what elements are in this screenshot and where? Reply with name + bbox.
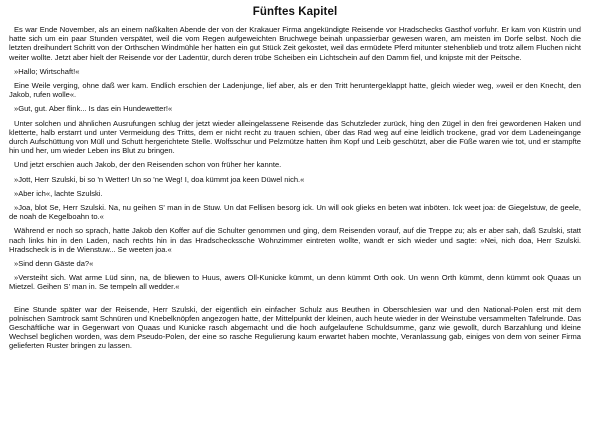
paragraph: »Aber ich«, lachte Szulski. xyxy=(14,188,103,198)
paragraph: Eine Stunde später war der Reisende, Herr Szulski, der eigentlich ein einfacher Schulz aus Beuthen in Oberschlesien war und den National-Polen erst mit dem polnischen Samtrock samt Schnüren und Knebelknöpfen angezogen hatte, der Mittelpunkt der kleinen, auch heute wieder in der Weinstube versammelten Tafelrunde. Das Geschäftliche war in Gegenwart von Quaas und Kunicke rasch abgemacht und die hoch aufgelaufene Schuldsumme, ganz wie gewollt, durch Barzahlung und kleine Wechsel beglichen worden, was dem Pseudo-Polen, der eine so rasche Regulierung kaum erwartet haben mochte, Veranlassung gab, einiges von dem von seiner Firma gelieferten Ruster bringen zu lassen. xyxy=(9,304,581,351)
paragraph: »Sind denn Gäste da?« xyxy=(14,259,94,269)
paragraph: »Joa, blot Se, Herr Szulski. Na, nu geihen S' man in de Stuw. Un dat Fellisen besorg ick. Un will ook glieks en beten wat inböten. Ick weet joa: de Giegelstuw, de geele, de noah de Kegelboahn to.« xyxy=(9,203,581,222)
paragraph: »Jott, Herr Szulski, bi so 'n Wetter! Un so 'ne Weg! I, doa kümmt joa keen Düwel nich.« xyxy=(14,174,305,184)
chapter-title: Fünftes Kapitel xyxy=(252,6,338,18)
paragraph: Unter solchen und ähnlichen Ausrufungen schlug der jetzt wieder alleingelassene Reisende das Schutzleder zurück, hing den Zügel in den frei gewordenen Haken und kletterte, halb erstarrt und unter Vermeidung des Tritts, dem er nicht recht zu trauen schien, über das Rad weg auf eine leidlich trockene, grad vor dem Ladeneingange durch Aufschüttung von Müll und Schutt hergerichtete Stelle. Wolfsschur und Pelzmütze hatten ihm Kopf und Leib geschützt, aber die Füße waren wie tot, und er stampfte hin und her, um wieder Leben ins Blut zu bringen. xyxy=(9,118,581,156)
paragraph: »Versteiht sich. Wat arme Lüd sinn, na, de bliewen to Huus, awers Oll-Kunicke kümmt, un denn kümmt Orth ook. Un wenn Orth kümmt, denn kümmt ook Quaas un Mietzel. Geihen S' man in. Se tempeln all wedder.« xyxy=(9,273,581,292)
paragraph: Und jetzt erschien auch Jakob, der den Reisenden schon von früher her kannte. xyxy=(14,160,282,170)
paragraph: Es war Ende November, als an einem naßkalten Abende der von der Krakauer Firma angekündigte Reisende vor Hradschecks Gasthof vorfuhr. Er kam von Küstrin und hatte sich um ein paar Stunden verspätet, weil die vom Regen aufgeweichten Bruchwege beinah unpassierbar gewesen waren, am meisten im Dorfe selbst. Noch die letzten dreihundert Schritt von der Orthschen Windmühle her hatten ein gut Stück Zeit gekostet, weil das ermüdete Pferd mitunter stehenblieb und trotz allem Fluchen nicht weiter wollte. Jetzt aber hielt der Reisende vor der Ladentür, durch deren trübe Scheiben ein Lichtschein auf den Damm fiel, und knipste mit der Peitsche. xyxy=(9,25,581,62)
paragraph: »Gut, gut. Aber flink... Is das ein Hundewetter!« xyxy=(14,104,173,114)
paragraph: »Hallo; Wirtschaft!« xyxy=(14,66,80,76)
paragraph: Während er noch so sprach, hatte Jakob den Koffer auf die Schulter genommen und ging, dem Reisenden vorauf, auf die Treppe zu; als er aber sah, daß Szulski, statt nach links hin in den Laden, nach rechts hin in das Hradscheckssche Wohnzimmer eintreten wollte, wandt er sich wieder und sagte: »Nei, nich doa, Herr Szulski. Hradscheck is in de Wienstuw... Se weeten joa.« xyxy=(9,226,581,254)
paragraph: Eine Weile verging, ohne daß wer kam. Endlich erschien der Ladenjunge, lief aber, als er den Tritt heruntergeklappt hatte, gleich wieder weg, »weil er den Knecht, den Jakob, rufen wolle«. xyxy=(9,81,581,100)
